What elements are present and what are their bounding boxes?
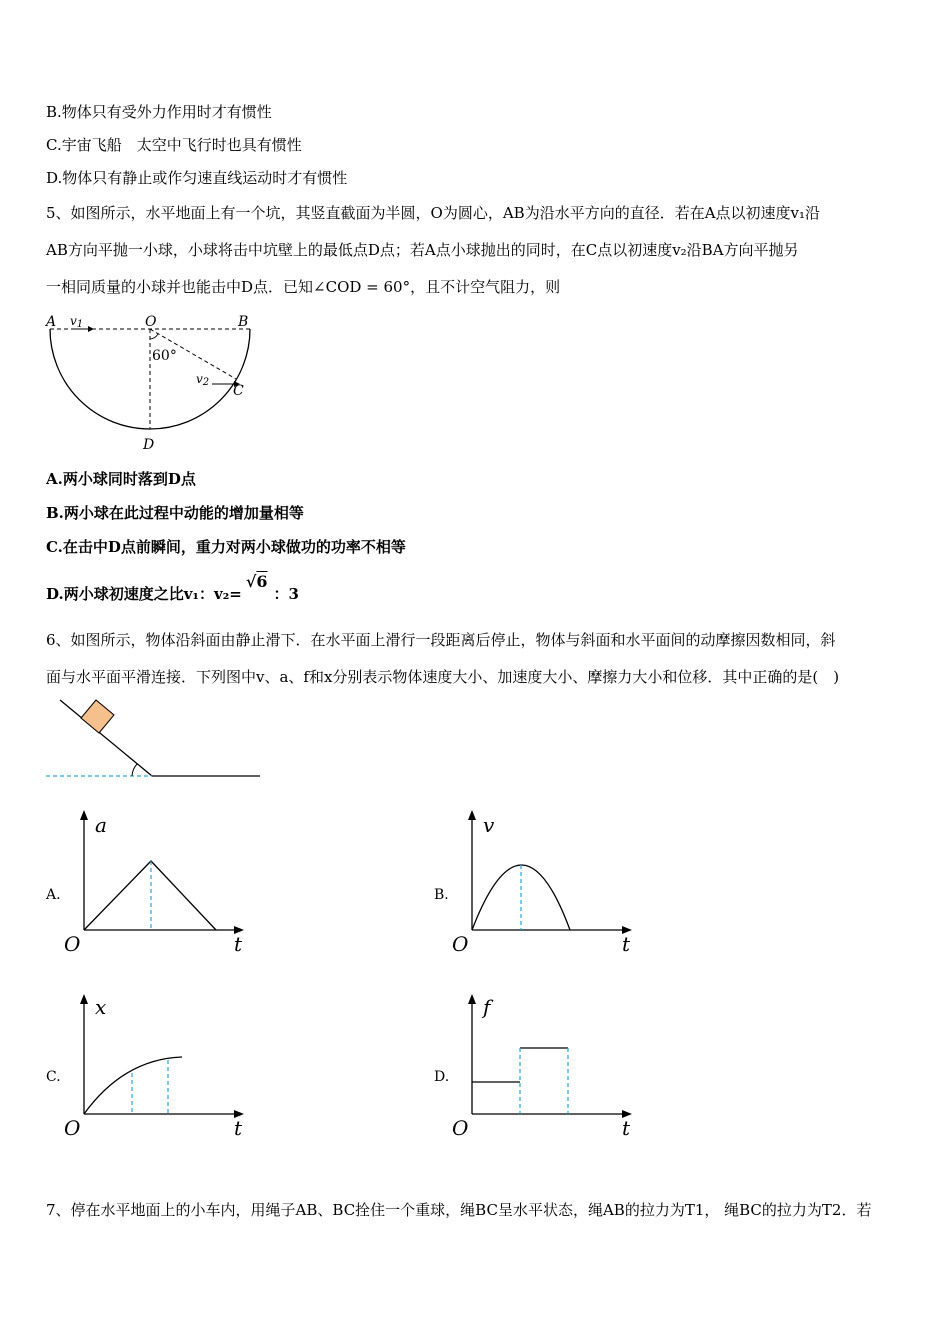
fig-label-c: C [233,383,244,399]
acceleration-curve [84,861,216,930]
q5-option-d: D.两小球初速度之比v₁：v₂=√6：3 [46,572,299,603]
graph-a-x-label: t [234,932,243,956]
graph-d-y-label: f [483,995,491,1019]
fig-label-b: B [238,314,249,330]
sliding-block [81,700,114,733]
displacement-curve [84,1057,182,1114]
graph-b-origin-label: O [452,932,469,956]
graph-a [84,810,254,940]
q5-text-line2: AB方向平抛一小球，小球将击中坑壁上的最低点D点；若A点小球抛出的同时，在C点以初速度v₂沿BA方向平抛另 [46,241,799,259]
q6-incline-figure [46,698,266,780]
graph-b-x-label: t [622,932,631,956]
y-axis-arrowhead [468,994,476,1004]
graph-a-option-label: A. [46,887,61,903]
graph-c-x-label: t [234,1116,243,1140]
q6-text-line1: 6、如图所示，物体沿斜面由静止滑下．在水平面上滑行一段距离后停止，物体与斜面和水平面间的动摩擦因数相同，斜 [46,631,836,649]
graph-b [472,810,642,940]
v1-arrowhead [88,326,94,332]
y-axis-arrowhead [80,994,88,1004]
graph-c-y-label: x [95,995,107,1019]
fig-label-o: O [145,314,157,330]
incline-angle-arc [132,764,137,776]
q5-semicircle-figure [44,312,264,452]
graph-d-origin-label: O [452,1116,469,1140]
q5-text-line3: 一相同质量的小球并也能击中D点．已知∠COD = 60°，且不计空气阻力，则 [46,278,561,296]
q5-text-line1: 5、如图所示，水平地面上有一个坑，其竖直截面为半圆，O为圆心，AB为沿水平方向的直径．若在A点以初速度v₁沿 [46,204,821,222]
q4-option-c: C.宇宙飞船 太空中飞行时也具有惯性 [46,136,302,154]
fig-label-angle: 60° [152,348,177,364]
graph-b-y-label: v [483,813,495,837]
q4-option-d: D.物体只有静止或作匀速直线运动时才有惯性 [46,169,348,187]
y-axis-arrowhead [468,810,476,820]
q5-option-b: B.两小球在此过程中动能的增加量相等 [46,504,304,522]
q4-option-b: B.物体只有受外力作用时才有惯性 [46,103,272,121]
graph-d [472,994,642,1124]
graph-c-option-label: C. [46,1069,61,1085]
graph-a-y-label: a [95,813,107,837]
fig-label-v1: $v_1$ [70,314,84,330]
q5-option-a: A.两小球同时落到D点 [46,470,196,488]
fig-label-a: A [46,314,57,330]
graph-c-origin-label: O [64,1116,81,1140]
q5-option-c: C.在击中D点前瞬间，重力对两小球做功的功率不相等 [46,538,406,556]
fig-label-v2: $v_2$ [196,372,210,388]
fig-label-d: D [143,437,155,453]
graph-d-x-label: t [622,1116,631,1140]
graph-c [84,994,254,1124]
y-axis-arrowhead [80,810,88,820]
angle-arc [150,334,158,339]
q6-text-line2: 面与水平面平滑连接．下列图中v、a、f和x分别表示物体速度大小、加速度大小、摩擦力大小和位移．其中正确的是( ) [46,668,840,686]
q7-text-line1: 7、停在水平地面上的小车内，用绳子AB、BC拴住一个重球，绳BC呈水平状态，绳AB的拉力为T1， 绳BC的拉力为T2．若 [46,1201,872,1219]
graph-b-option-label: B. [434,887,449,903]
graph-d-option-label: D. [434,1069,450,1085]
graph-a-origin-label: O [64,932,81,956]
sqrt-expression: √6 [245,572,268,591]
